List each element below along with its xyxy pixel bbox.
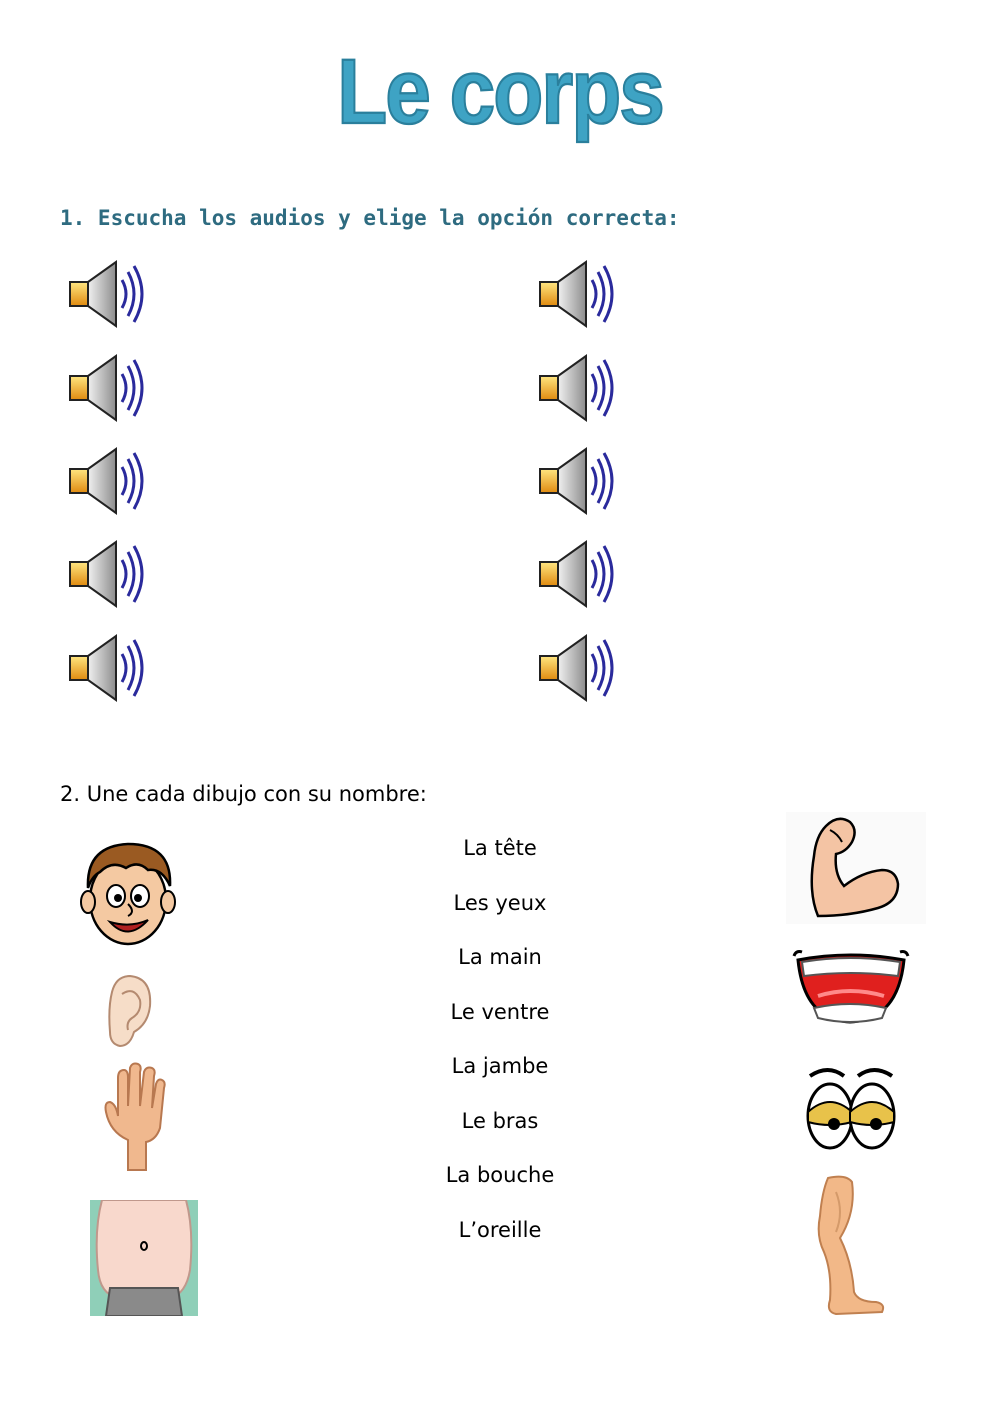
speaker-icon[interactable] [536,258,616,330]
belly-picture[interactable] [90,1200,198,1316]
exercise-1-instruction: 1. Escucha los audios y elige la opción correcta: [60,206,680,230]
word-item[interactable]: La jambe [451,1054,549,1078]
speaker-icon[interactable] [536,538,616,610]
leg-picture[interactable] [806,1172,896,1322]
page-title: Le corps [337,41,663,144]
arm-picture[interactable] [786,812,926,924]
hand-picture[interactable] [100,1062,168,1172]
speaker-icon[interactable] [66,445,146,517]
word-item[interactable]: La tête [463,836,537,860]
speaker-icon[interactable] [536,445,616,517]
speaker-icon[interactable] [536,632,616,704]
word-item[interactable]: Le ventre [450,1000,550,1024]
word-item[interactable]: Les yeux [453,891,547,915]
word-item[interactable]: L’oreille [458,1218,542,1242]
exercise-2-instruction: 2. Une cada dibujo con su nombre: [60,782,427,806]
speaker-icon[interactable] [66,538,146,610]
word-item[interactable]: Le bras [461,1109,539,1133]
speaker-icon[interactable] [66,352,146,424]
ear-picture[interactable] [104,972,154,1050]
head-picture[interactable] [78,838,178,950]
mouth-picture[interactable] [790,946,912,1032]
speaker-icon[interactable] [66,632,146,704]
speaker-icon[interactable] [536,352,616,424]
eyes-picture[interactable] [800,1062,900,1154]
word-item[interactable]: La bouche [445,1163,555,1187]
speaker-icon[interactable] [66,258,146,330]
word-item[interactable]: La main [458,945,542,969]
